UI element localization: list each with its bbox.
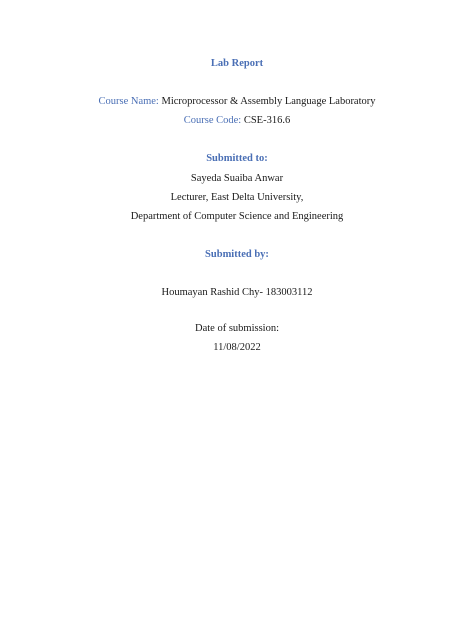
student-info: Houmayan Rashid Chy- 183003112 [161,287,313,298]
course-code-line [0,114,474,127]
submission-date: 11/08/2022 [213,342,261,353]
course-name-line [0,95,474,108]
report-title: Lab Report [210,58,264,69]
course-code-value: CSE-316.6 [243,115,291,126]
instructor-department: Department of Computer Science and Engineering [130,211,344,222]
course-code-label: Course Code: [183,115,242,126]
instructor-position: Lecturer, East Delta University, [170,192,304,203]
submitted-to-heading: Submitted to: [206,153,268,164]
submission-date-label: Date of submission: [195,323,279,334]
submitted-by-heading: Submitted by: [205,249,269,260]
course-name-value: Microprocessor & Assembly Language Laboratory [161,96,376,107]
course-name-label: Course Name: [98,96,159,107]
instructor-name: Sayeda Suaiba Anwar [190,173,284,184]
